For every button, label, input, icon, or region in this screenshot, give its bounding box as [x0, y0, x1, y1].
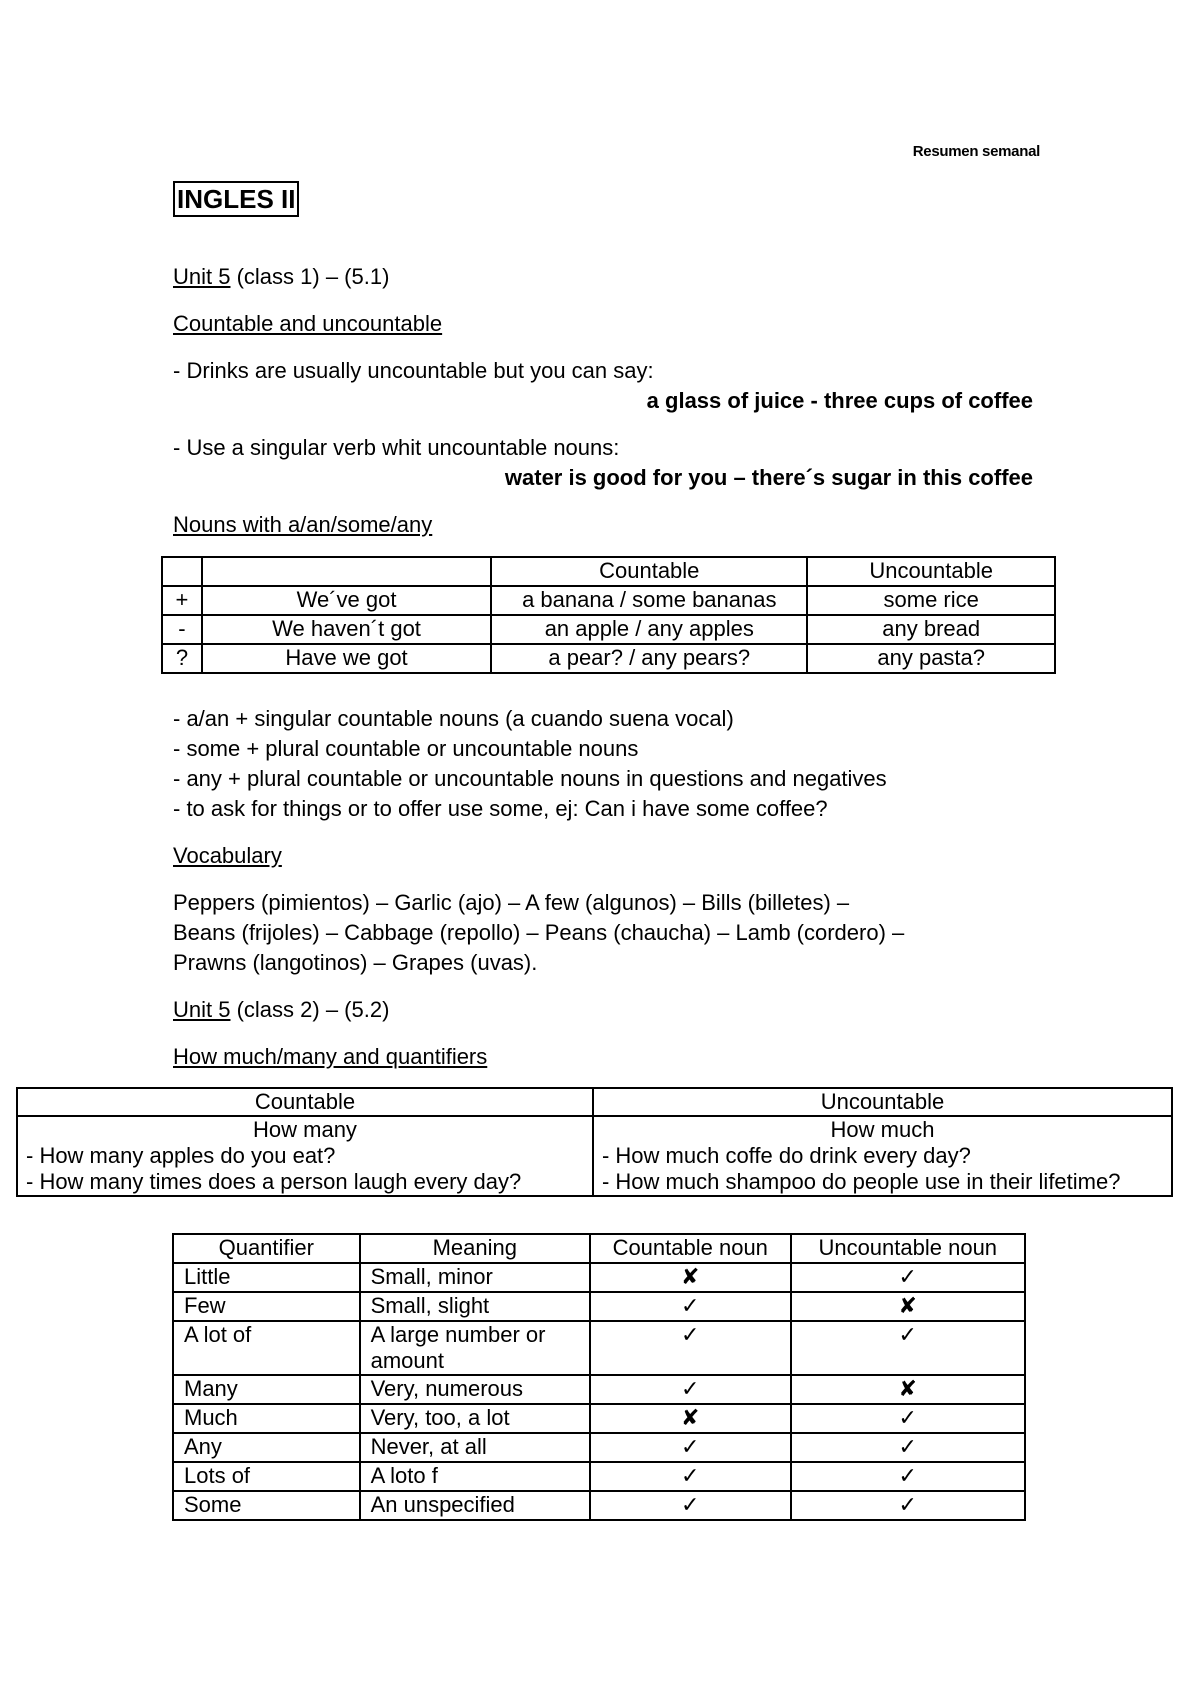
meaning-cell: A large number or amount — [360, 1321, 590, 1375]
table-row — [173, 1462, 1025, 1491]
uncountable-example: - How much coffe do drink every day? — [601, 1143, 971, 1168]
vocabulary-heading: Vocabulary — [173, 843, 282, 868]
unit1-example2: water is good for you – there´s sugar in this coffee — [504, 465, 1033, 490]
quantifier-cell: Some — [173, 1491, 360, 1520]
table-row — [173, 1263, 1025, 1292]
check-mark-icon: ✓ — [590, 1491, 791, 1520]
table-header-uncountable: Uncountable — [593, 1088, 1172, 1116]
check-mark-icon: ✓ — [791, 1321, 1026, 1375]
quantifier-cell: Many — [173, 1375, 360, 1404]
table-cell: Have we got — [202, 644, 491, 673]
countable-example: - How many times does a person laugh every day? — [26, 1169, 522, 1194]
quantifier-cell: Lots of — [173, 1462, 360, 1491]
table-row — [173, 1292, 1025, 1321]
check-mark-icon: ✓ — [590, 1462, 791, 1491]
table-header-uncountable: Uncountable — [807, 557, 1055, 586]
table-cell — [202, 557, 491, 586]
check-mark-icon: ✓ — [590, 1433, 791, 1462]
cross-mark-icon: ✘ — [791, 1292, 1026, 1321]
unit1-heading — [173, 264, 389, 290]
unit2-heading-link[interactable]: Unit 5 — [173, 997, 231, 1022]
table-cell: - — [162, 615, 202, 644]
rule-line: - any + plural countable or uncountable nouns in questions and negatives — [173, 766, 887, 791]
table-cell: + — [162, 586, 202, 615]
rule-line: - some + plural countable or uncountable nouns — [173, 736, 639, 761]
cross-mark-icon: ✘ — [590, 1263, 791, 1292]
meaning-cell: Small, minor — [360, 1263, 590, 1292]
table-cell: We´ve got — [202, 586, 491, 615]
table-cell: ? — [162, 644, 202, 673]
table-row — [162, 644, 1055, 673]
unit1-note2: - Use a singular verb whit uncountable nouns: — [173, 435, 620, 460]
table-row — [173, 1375, 1025, 1404]
table-row — [162, 615, 1055, 644]
unit1-heading-link[interactable]: Unit 5 — [173, 264, 231, 289]
countable-cell — [17, 1116, 593, 1196]
check-mark-icon: ✓ — [590, 1375, 791, 1404]
quantifier-cell: Little — [173, 1263, 360, 1292]
uncountable-title: How much — [830, 1117, 935, 1142]
table-cell: any bread — [807, 615, 1055, 644]
meaning-cell: A loto f — [360, 1462, 590, 1491]
table-row — [173, 1321, 1025, 1375]
table-header-row — [173, 1234, 1025, 1263]
table-header-row — [17, 1088, 1172, 1116]
table-row — [162, 586, 1055, 615]
unit2-heading — [173, 997, 389, 1023]
table-cell — [162, 557, 202, 586]
check-mark-icon: ✓ — [590, 1292, 791, 1321]
table-header-countable-noun: Countable noun — [590, 1234, 791, 1263]
nouns-heading: Nouns with a/an/some/any — [173, 512, 433, 537]
cross-mark-icon: ✘ — [791, 1375, 1026, 1404]
meaning-cell: Never, at all — [360, 1433, 590, 1462]
table-header-countable: Countable — [17, 1088, 593, 1116]
check-mark-icon: ✓ — [590, 1321, 791, 1375]
table-header-row — [162, 557, 1055, 586]
table-header-quantifier: Quantifier — [173, 1234, 360, 1263]
meaning-cell: Very, too, a lot — [360, 1404, 590, 1433]
quantifier-cell: Few — [173, 1292, 360, 1321]
countable-title: How many — [253, 1117, 357, 1142]
countable-example: - How many apples do you eat? — [26, 1143, 336, 1168]
unit1-subheading: Countable and uncountable — [173, 311, 443, 336]
quantifier-cell: Any — [173, 1433, 360, 1462]
rule-line: - a/an + singular countable nouns (a cuando suena vocal) — [173, 706, 734, 731]
quantifiers-table — [172, 1233, 1026, 1521]
table-cell: an apple / any apples — [491, 615, 807, 644]
cross-mark-icon: ✘ — [590, 1404, 791, 1433]
document-title: INGLES II — [173, 181, 299, 217]
table-cell: We haven´t got — [202, 615, 491, 644]
unit1-heading-rest: (class 1) – (5.1) — [230, 264, 390, 289]
rule-line: - to ask for things or to offer use some, ej: Can i have some coffee? — [173, 796, 828, 821]
table-cell: any pasta? — [807, 644, 1055, 673]
table-cell: a pear? / any pears? — [491, 644, 807, 673]
meaning-cell: An unspecified — [360, 1491, 590, 1520]
check-mark-icon: ✓ — [791, 1263, 1026, 1292]
unit2-subheading: How much/many and quantifiers — [173, 1044, 488, 1069]
meaning-cell: Very, numerous — [360, 1375, 590, 1404]
how-much-many-table — [16, 1087, 1173, 1197]
check-mark-icon: ✓ — [791, 1433, 1026, 1462]
articles-table — [161, 556, 1056, 674]
uncountable-cell — [593, 1116, 1172, 1196]
table-row — [173, 1433, 1025, 1462]
quantifier-cell: A lot of — [173, 1321, 360, 1375]
vocabulary-line: Peppers (pimientos) – Garlic (ajo) – A few (algunos) – Bills (billetes) – — [173, 890, 850, 915]
vocabulary-line: Beans (frijoles) – Cabbage (repollo) – Peans (chaucha) – Lamb (cordero) – — [173, 920, 905, 945]
quantifier-cell: Much — [173, 1404, 360, 1433]
table-cell: some rice — [807, 586, 1055, 615]
table-row — [173, 1404, 1025, 1433]
table-row — [173, 1491, 1025, 1520]
check-mark-icon: ✓ — [791, 1404, 1026, 1433]
unit1-example1: a glass of juice - three cups of coffee — [646, 388, 1033, 413]
table-header-meaning: Meaning — [360, 1234, 590, 1263]
table-cell: a banana / some bananas — [491, 586, 807, 615]
unit1-note1: - Drinks are usually uncountable but you can say: — [173, 358, 654, 383]
uncountable-example: - How much shampoo do people use in their lifetime? — [601, 1169, 1121, 1194]
table-header-uncountable-noun: Uncountable noun — [791, 1234, 1026, 1263]
header-note: Resumen semanal — [912, 143, 1040, 160]
unit2-heading-rest: (class 2) – (5.2) — [230, 997, 390, 1022]
table-row — [17, 1116, 1172, 1196]
check-mark-icon: ✓ — [791, 1491, 1026, 1520]
table-header-countable: Countable — [491, 557, 807, 586]
vocabulary-line: Prawns (langotinos) – Grapes (uvas). — [173, 950, 538, 975]
check-mark-icon: ✓ — [791, 1462, 1026, 1491]
meaning-cell: Small, slight — [360, 1292, 590, 1321]
